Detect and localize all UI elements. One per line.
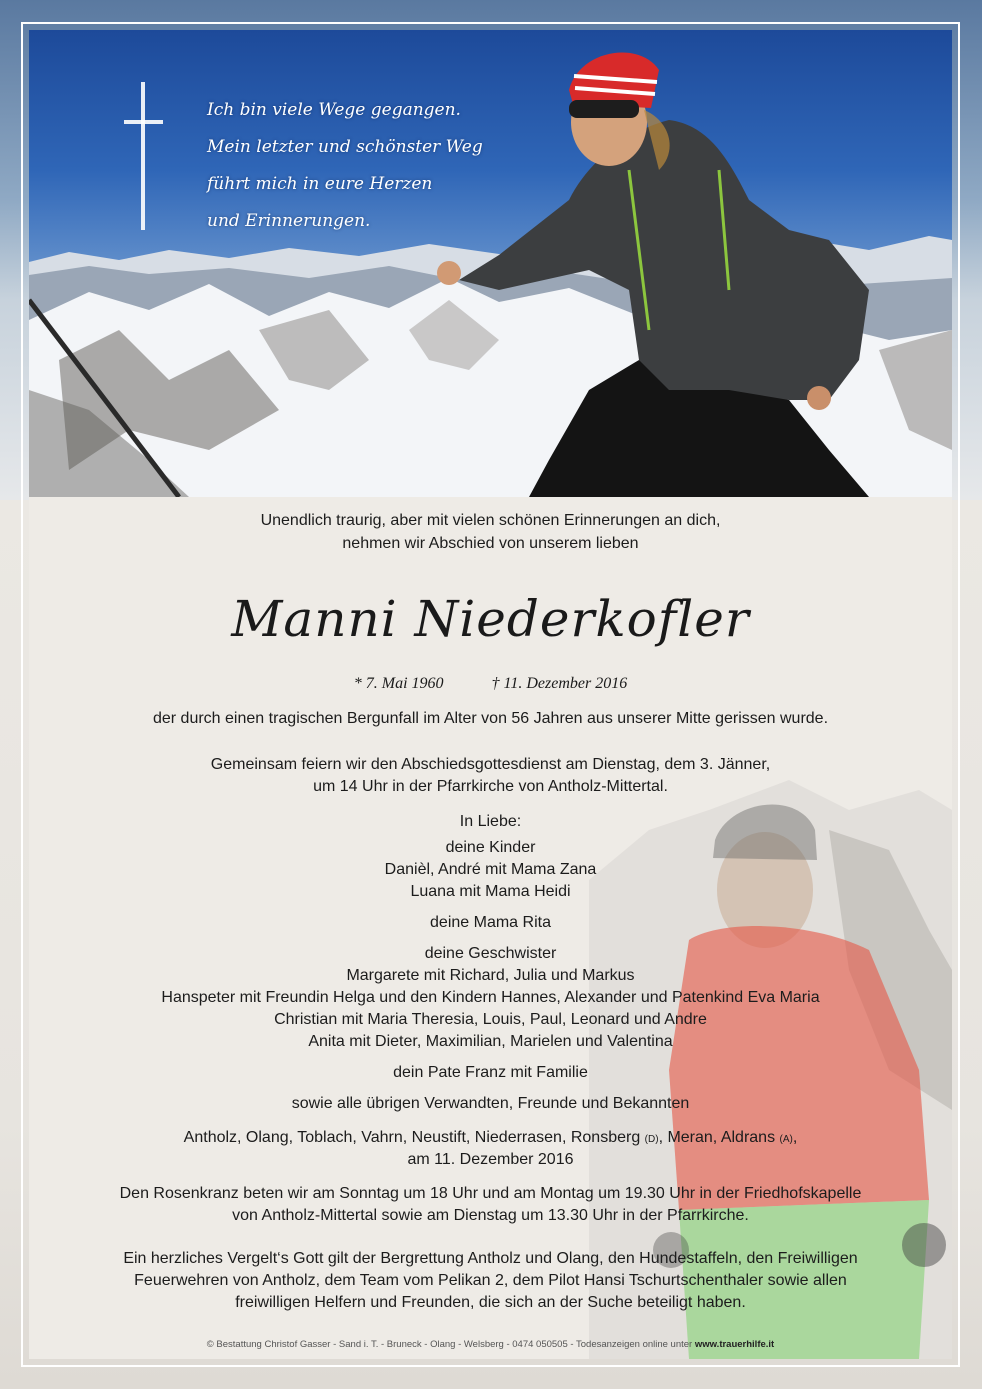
service-line: Gemeinsam feiern wir den Abschiedsgottesdienst am Dienstag, dem 3. Jänner, [210, 756, 771, 773]
mourner-line: deine Geschwister [424, 945, 557, 962]
rosary-line: von Antholz-Mittertal sowie am Dienstag um 13.30 Uhr in der Pfarrkirche. [232, 1207, 749, 1224]
death-date: † 11. Dezember 2016 [491, 675, 628, 692]
mourner-line: sowie alle übrigen Verwandten, Freunde und Bekannten [291, 1095, 690, 1112]
quote-line: führt mich in eure Herzen [207, 174, 433, 194]
intro-line: nehmen wir Abschied von unserem lieben [342, 535, 639, 552]
mourner-line: dein Pate Franz mit Familie [393, 1064, 588, 1081]
thanks-line: Ein herzliches Vergelt‘s Gott gilt der Bergrettung Antholz und Olang, den Hundestaffeln, den Freiwilligen [123, 1250, 858, 1267]
birth-date: * 7. Mai 1960 [353, 675, 444, 692]
quote-line: und Erinnerungen. [207, 211, 371, 231]
header-photo [29, 30, 952, 497]
places-text: Antholz, Olang, Toblach, Vahrn, Neustift, Niederrasen, Ronsberg [183, 1129, 641, 1146]
place-date: am 11. Dezember 2016 [407, 1151, 574, 1168]
service-line: um 14 Uhr in der Pfarrkirche von Antholz-Mittertal. [313, 778, 668, 795]
places-text: , [792, 1129, 798, 1146]
in-love-label: In Liebe: [459, 813, 522, 830]
footer-text: © Bestattung Christof Gasser - Sand i. T. - Bruneck - Olang - Welsberg - 0474 050505 - Todesanzeigen online unter [206, 1339, 695, 1350]
quote-line: Ich bin viele Wege gegangen. [207, 100, 461, 120]
country-code: (A) [779, 1134, 793, 1145]
footer [29, 1339, 952, 1350]
circumstance-text: der durch einen tragischen Bergunfall im Alter von 56 Jahren aus unserer Mitte gerissen wurde. [152, 710, 829, 727]
quote-line: Mein letzter und schönster Weg [207, 137, 483, 157]
obituary-card [29, 30, 952, 1359]
memorial-quote [207, 92, 507, 240]
dates [29, 675, 952, 693]
footer-link[interactable]: www.trauerhilfe.it [694, 1339, 775, 1350]
country-code: (D) [644, 1134, 659, 1145]
cross-icon [124, 82, 163, 230]
deceased-name: Manni Niederkofler [231, 590, 750, 648]
mourner-line: Anita mit Dieter, Maximilian, Marielen und Valentina [308, 1033, 673, 1050]
mourner-line: Hanspeter mit Freundin Helga und den Kindern Hannes, Alexander und Patenkind Eva Maria [161, 989, 820, 1006]
mourner-line: Margarete mit Richard, Julia und Markus [346, 967, 635, 984]
mourner-line: deine Mama Rita [430, 914, 551, 931]
places-text: , Meran, Aldrans [658, 1129, 776, 1146]
places-line [29, 1129, 952, 1147]
thanks-line: freiwilligen Helfern und Freunden, die sich an der Suche beteiligt haben. [235, 1294, 746, 1311]
rosary-line: Den Rosenkranz beten wir am Sonntag um 18 Uhr und am Montag um 19.30 Uhr in der Friedhofskapelle [119, 1185, 862, 1202]
mourner-line: Christian mit Maria Theresia, Louis, Paul, Leonard und Andre [274, 1011, 707, 1028]
mourner-line: Danièl, André mit Mama Zana [384, 861, 597, 878]
mourner-line: Luana mit Mama Heidi [410, 883, 571, 900]
intro-line: Unendlich traurig, aber mit vielen schönen Erinnerungen an dich, [260, 512, 721, 529]
thanks-line: Feuerwehren von Antholz, dem Team vom Pelikan 2, dem Pilot Hansi Tschurtschenthaler sowie allen [134, 1272, 847, 1289]
mourner-line: deine Kinder [445, 839, 536, 856]
